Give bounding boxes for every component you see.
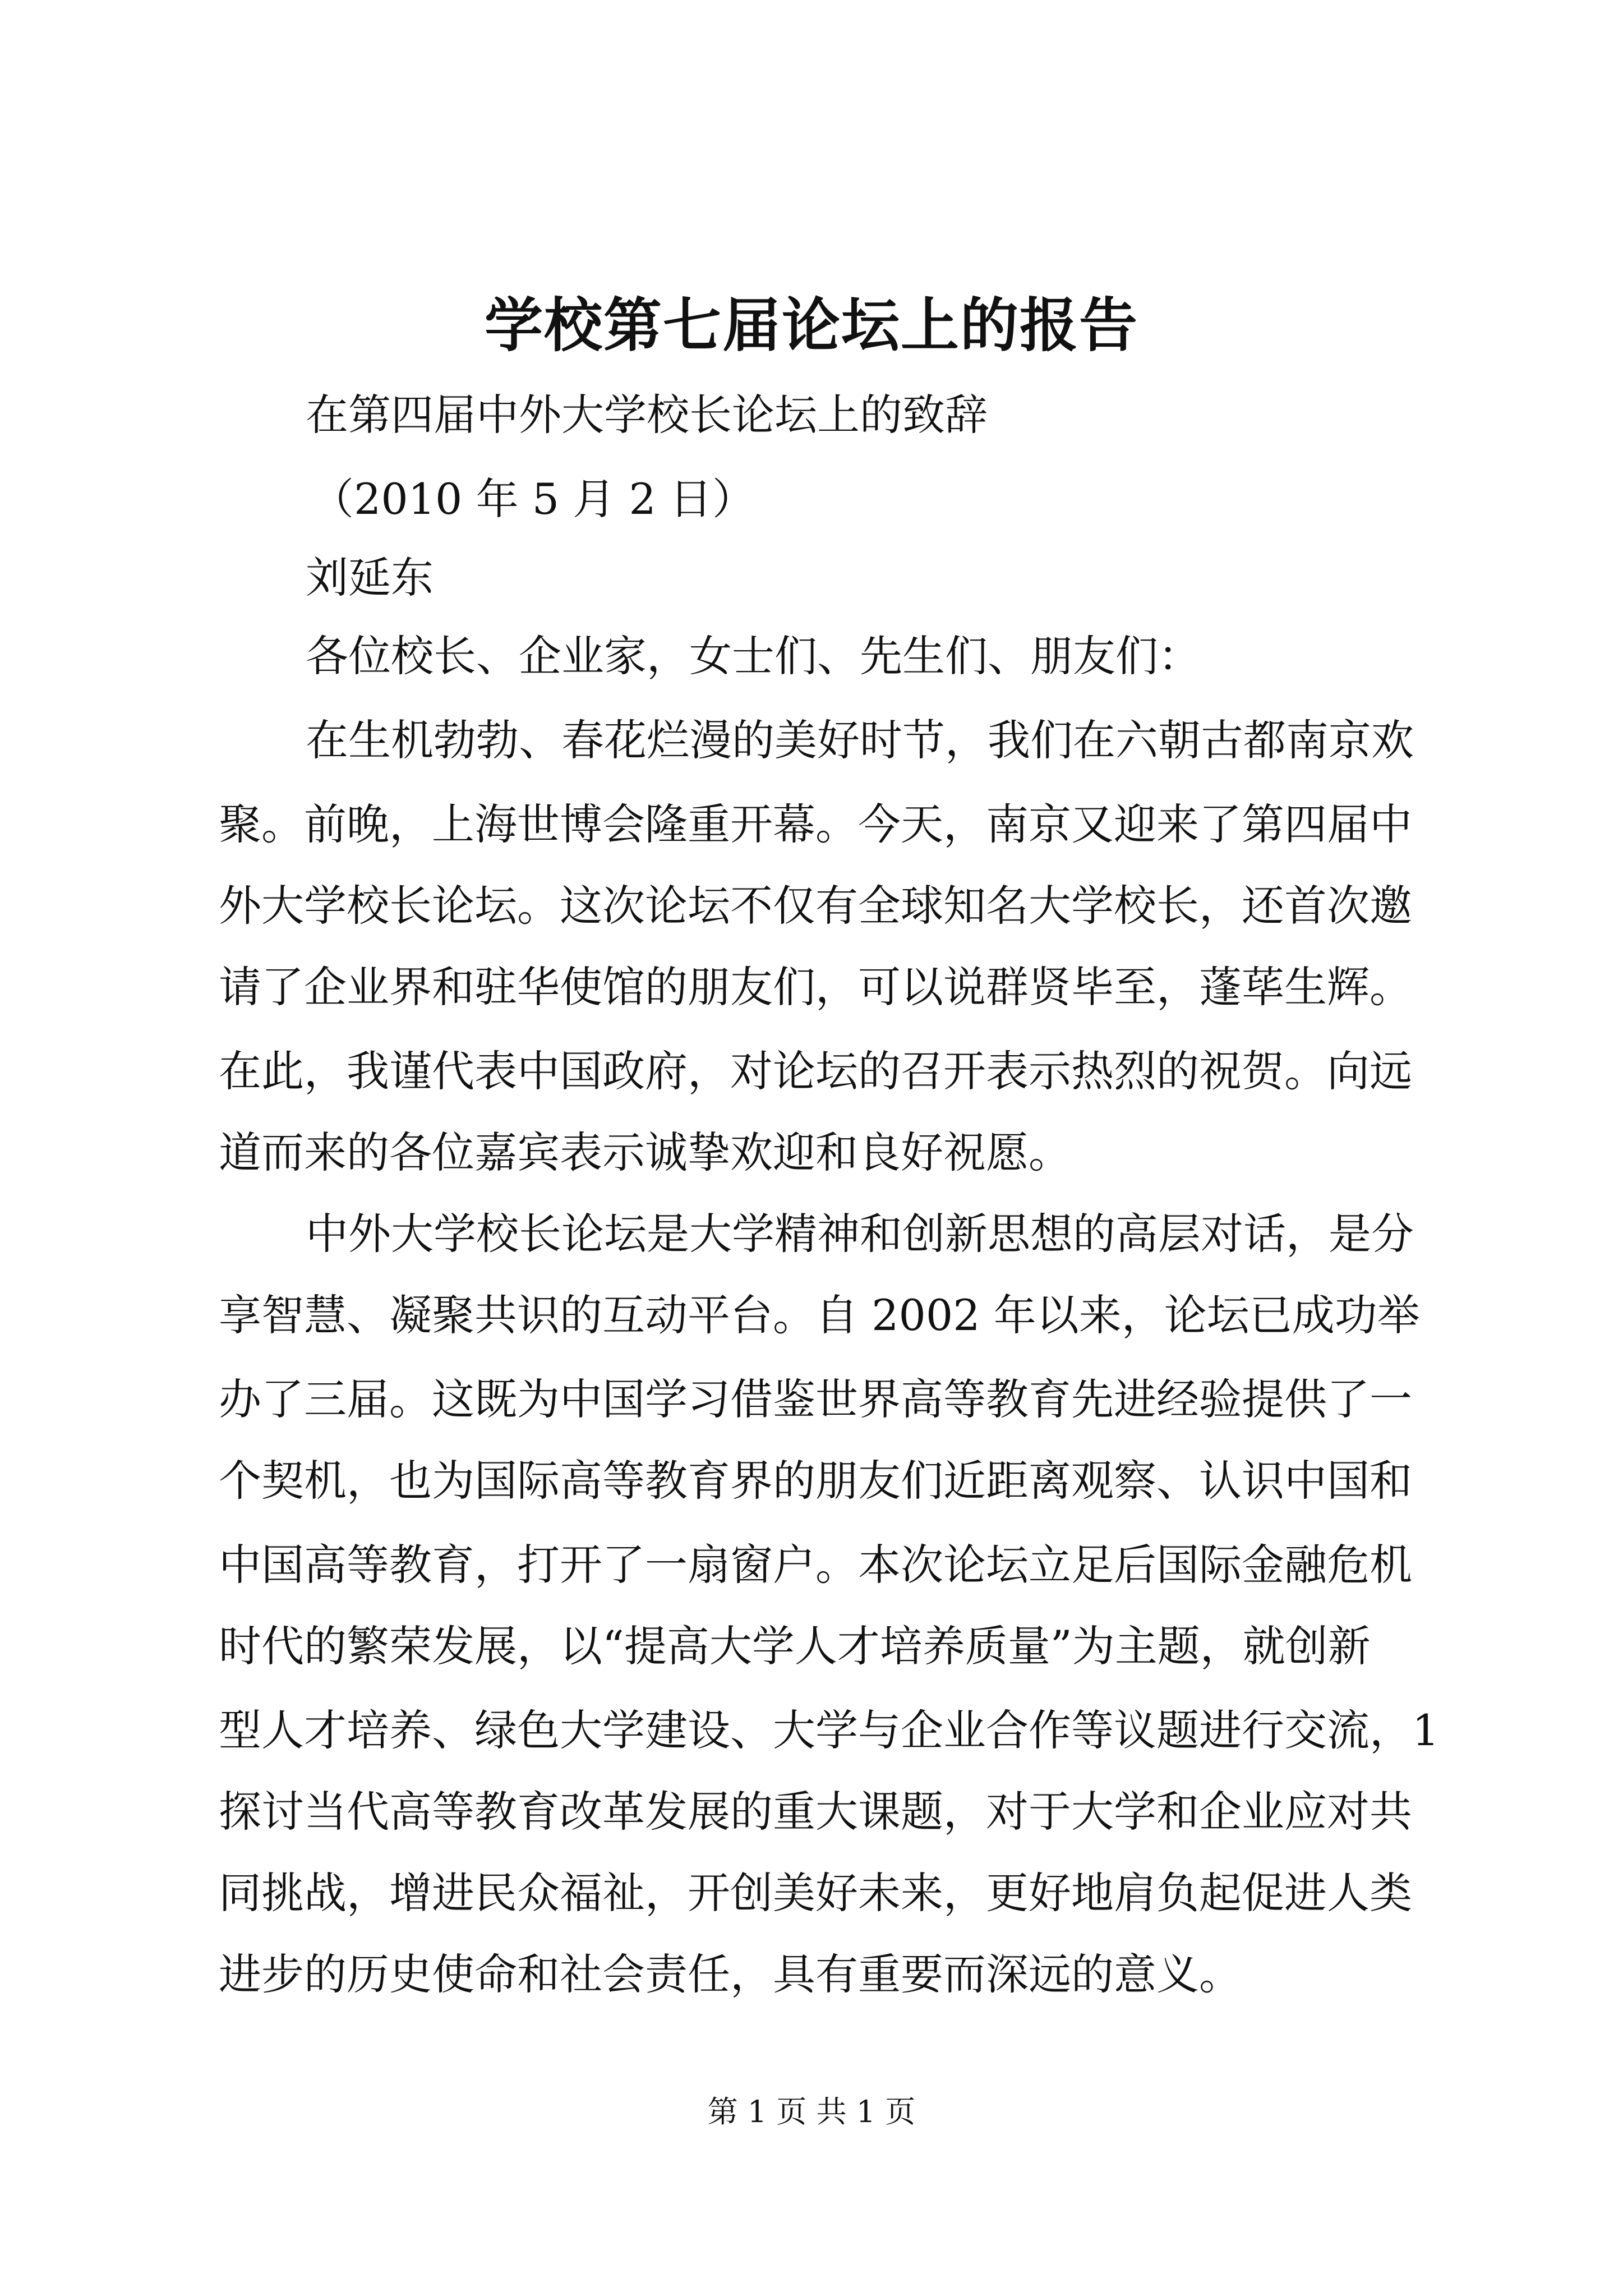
paragraph-1-line: 在生机勃勃、春花烂漫的美好时节，我们在六朝古都南京欢 <box>306 715 1414 765</box>
paragraph-1-line: 外大学校长论坛。这次论坛不仅有全球知名大学校长，还首次邀 <box>219 881 1412 931</box>
paragraph-2-line: 个契机，也为国际高等教育界的朋友们近距离观察、认识中国和 <box>219 1456 1412 1506</box>
speech-date: （2010 年 5 月 2 日） <box>311 474 755 524</box>
paragraph-2-line: 中外大学校长论坛是大学精神和创新思想的高层对话，是分 <box>306 1209 1414 1259</box>
document-title: 学校第七届论坛上的报告 <box>484 291 1138 360</box>
paragraph-2-line: 时代的繁荣发展，以“提高大学人才培养质量”为主题，就创新 <box>219 1621 1371 1671</box>
paragraph-1-line: 道而来的各位嘉宾表示诚挚欢迎和良好祝愿。 <box>219 1128 1071 1177</box>
paragraph-2-line: 探讨当代高等教育改革发展的重大课题，对于大学和企业应对共 <box>219 1787 1412 1837</box>
paragraph-2-line: 同挑战，增进民众福祉，开创美好未来，更好地肩负起促进人类 <box>219 1868 1412 1918</box>
paragraph-2-line: 型人才培养、绿色大学建设、大学与企业合作等议题进行交流，1 <box>219 1705 1440 1755</box>
paragraph-2-line: 办了三届。这既为中国学习借鉴世界高等教育先进经验提供了一 <box>219 1374 1412 1424</box>
paragraph-2-line: 享智慧、凝聚共识的互动平台。自 2002 年以来，论坛已成功举 <box>219 1290 1420 1340</box>
paragraph-1-line: 聚。前晚，上海世博会隆重开幕。今天，南京又迎来了第四届中 <box>219 799 1412 849</box>
paragraph-1-line: 请了企业界和驻华使馆的朋友们，可以说群贤毕至，蓬荜生辉。 <box>219 962 1412 1012</box>
paragraph-2-line: 中国高等教育，打开了一扇窗户。本次论坛立足后国际金融危机 <box>219 1540 1412 1590</box>
page-footer: 第 1 页 共 1 页 <box>707 2094 916 2129</box>
speech-author: 刘延东 <box>306 553 434 602</box>
paragraph-2-line: 进步的历史使命和社会责任，具有重要而深远的意义。 <box>219 1949 1242 1999</box>
paragraph-1-line: 在此，我谨代表中国政府，对论坛的召开表示热烈的祝贺。向远 <box>219 1046 1412 1096</box>
salutation: 各位校长、企业家，女士们、先生们、朋友们： <box>306 631 1201 681</box>
speech-subtitle: 在第四届中外大学校长论坛上的致辞 <box>306 390 988 440</box>
